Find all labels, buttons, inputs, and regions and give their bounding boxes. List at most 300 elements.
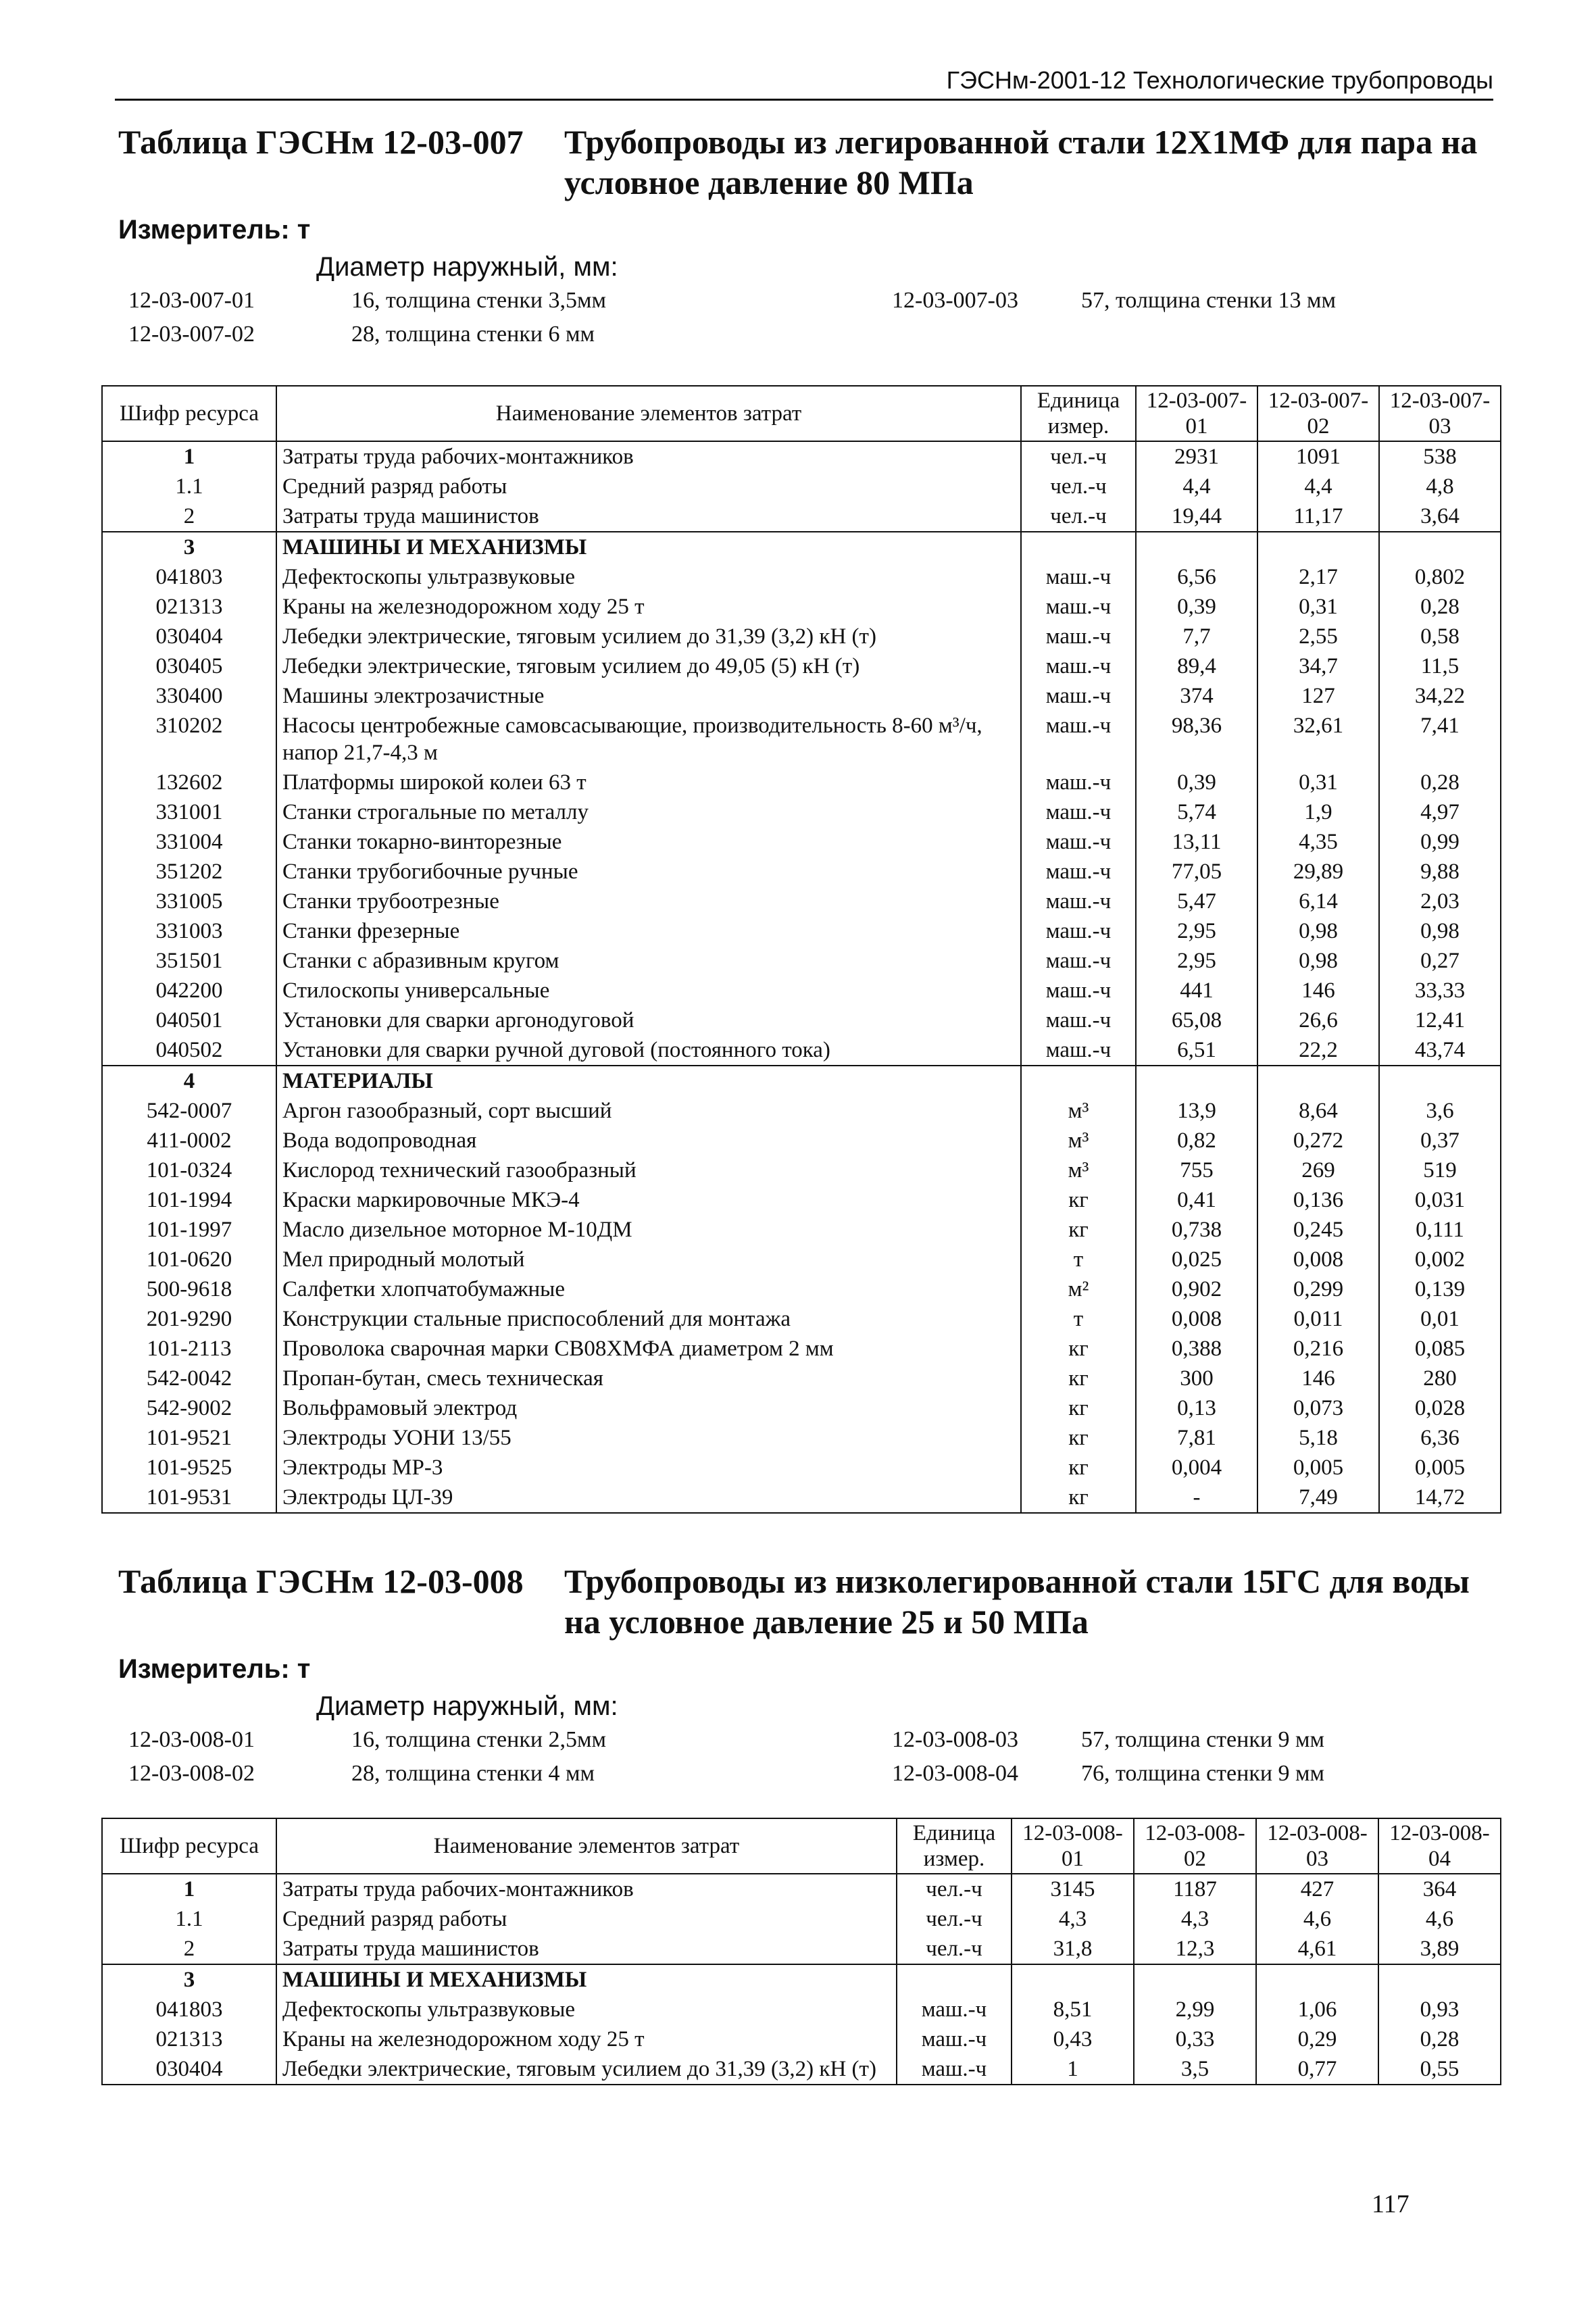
cell-unit: кг [1021,1364,1136,1393]
table-row [102,1904,1501,1934]
cell-value: 0,005 [1379,1453,1501,1483]
cell-name: Установки для сварки ручной дуговой (постоянного тока) [276,1035,1021,1066]
cell-unit [897,1964,1012,1995]
cell-code: 500-9618 [102,1274,276,1304]
cell-unit: маш.-ч [1021,887,1136,916]
cell-value: 12,3 [1134,1934,1256,1964]
cell-value: 0,111 [1379,1215,1501,1245]
cell-unit: чел.-ч [1021,501,1136,532]
cell-unit: маш.-ч [1021,827,1136,857]
column-header-value: 12-03-008-01 [1012,1818,1134,1874]
cell-value: 5,47 [1136,887,1257,916]
cell-code: 132602 [102,768,276,797]
cell-value: 5,18 [1257,1423,1379,1453]
cell-unit: маш.-ч [897,1995,1012,2024]
cell-value: 12,41 [1379,1005,1501,1035]
cell-code: 411-0002 [102,1126,276,1155]
cell-value: 0,98 [1257,946,1379,976]
cell-value: 127 [1257,681,1379,711]
table-row [102,827,1501,857]
cell-value: 0,388 [1136,1334,1257,1364]
cost-table-12-03-007 [101,385,1501,1514]
cell-unit: маш.-ч [897,2024,1012,2054]
cell-name: Станки фрезерные [276,916,1021,946]
cell-value: 0,41 [1136,1185,1257,1215]
measure-unit: Измеритель: т [118,215,311,245]
cell-value: 7,7 [1136,622,1257,651]
cell-unit: маш.-ч [1021,562,1136,592]
cell-value [1256,1964,1378,1995]
cell-value: 0,39 [1136,592,1257,622]
cell-value: 6,36 [1379,1423,1501,1453]
cell-value: 0,008 [1136,1304,1257,1334]
cell-value: 4,4 [1136,472,1257,501]
cell-name: Масло дизельное моторное М-10ДМ [276,1215,1021,1245]
table-row [102,1245,1501,1274]
cell-value: 4,35 [1257,827,1379,857]
cell-name: Дефектоскопы ультразвуковые [276,1995,897,2024]
cell-name: Пропан-бутан, смесь техническая [276,1364,1021,1393]
table-row [102,887,1501,916]
cell-code: 310202 [102,711,276,768]
cell-name: Вольфрамовый электрод [276,1393,1021,1423]
cell-name: Краны на железнодорожном ходу 25 т [276,592,1021,622]
cell-code: 3 [102,532,276,562]
cell-value: 5,74 [1136,797,1257,827]
cell-name: Стилоскопы универсальные [276,976,1021,1005]
table-row [102,1126,1501,1155]
cell-name: Станки токарно-винторезные [276,827,1021,857]
cell-value: 0,002 [1379,1245,1501,1274]
cell-value: 0,902 [1136,1274,1257,1304]
column-header-code: Шифр ресурса [102,1818,276,1874]
cell-unit [1021,1066,1136,1096]
cell-unit: м³ [1021,1096,1136,1126]
cell-code: 1 [102,1874,276,1904]
cell-value: 0,27 [1379,946,1501,976]
cell-value: 0,802 [1379,562,1501,592]
table-row [102,1304,1501,1334]
cell-unit: чел.-ч [897,1934,1012,1964]
cell-value: 0,028 [1379,1393,1501,1423]
cell-value: 89,4 [1136,651,1257,681]
diameter-text: 57, толщина стенки 9 мм [1081,1727,1325,1752]
table-row [102,1423,1501,1453]
cell-value: 441 [1136,976,1257,1005]
diameter-list [101,1723,1507,1791]
cell-value [1012,1964,1134,1995]
cell-value: 43,74 [1379,1035,1501,1066]
cell-code: 331005 [102,887,276,916]
cell-value: 11,5 [1379,651,1501,681]
cell-unit: маш.-ч [1021,592,1136,622]
cell-value: 6,51 [1136,1035,1257,1066]
cell-unit: кг [1021,1423,1136,1453]
cell-value: 0,139 [1379,1274,1501,1304]
cell-value: 4,6 [1256,1904,1378,1934]
cell-code: 331003 [102,916,276,946]
cell-name: Электроды ЦЛ-39 [276,1483,1021,1513]
table-row [102,532,1501,562]
table-row [102,1215,1501,1245]
cell-value: 0,82 [1136,1126,1257,1155]
cell-unit: маш.-ч [1021,797,1136,827]
table-title: Трубопроводы из низколегированной стали 15ГС для воды на условное давление 25 и 50 МПа [564,1562,1470,1641]
cell-value: 2,17 [1257,562,1379,592]
cell-value: 98,36 [1136,711,1257,768]
cell-value: 2,95 [1136,946,1257,976]
cell-value: 3,6 [1379,1096,1501,1126]
cell-name: Аргон газообразный, сорт высший [276,1096,1021,1126]
cell-unit: м³ [1021,1126,1136,1155]
table-row [102,1096,1501,1126]
column-header-name: Наименование элементов затрат [276,386,1021,441]
cell-value: 0,28 [1379,592,1501,622]
cell-value: 13,11 [1136,827,1257,857]
cell-value: 146 [1257,976,1379,1005]
cell-value: 32,61 [1257,711,1379,768]
cell-code: 030405 [102,651,276,681]
diameter-text: 28, толщина стенки 6 мм [351,322,595,347]
cell-value: 4,97 [1379,797,1501,827]
cell-code: 3 [102,1964,276,1995]
diameter-text: 28, толщина стенки 4 мм [351,1761,595,1786]
table-row [102,1185,1501,1215]
cell-value: 0,77 [1256,2054,1378,2085]
cell-code: 041803 [102,562,276,592]
cell-value: 0,98 [1257,916,1379,946]
cell-unit: маш.-ч [1021,711,1136,768]
cell-name: Мел природный молотый [276,1245,1021,1274]
cell-value: 364 [1378,1874,1501,1904]
cell-value: 4,6 [1378,1904,1501,1934]
cell-unit: маш.-ч [1021,916,1136,946]
diameter-text [1081,318,1487,351]
cell-name: Дефектоскопы ультразвуковые [276,562,1021,592]
cell-name: Краски маркировочные МКЭ-4 [276,1185,1021,1215]
cell-value: 4,3 [1134,1904,1256,1934]
cell-value: 0,98 [1379,916,1501,946]
cell-code: 542-0042 [102,1364,276,1393]
cell-value: 0,299 [1257,1274,1379,1304]
cell-code: 330400 [102,681,276,711]
cell-code: 101-1994 [102,1185,276,1215]
cell-code: 331001 [102,797,276,827]
table-row [102,1964,1501,1995]
cell-value: 3,64 [1379,501,1501,532]
cell-value: 0,29 [1256,2024,1378,2054]
column-header-name: Наименование элементов затрат [276,1818,897,1874]
column-header-value: 12-03-007-02 [1257,386,1379,441]
cell-code: 351501 [102,946,276,976]
diameter-code: 12-03-008-04 [892,1761,1018,1786]
cell-name: Насосы центробежные самовсасывающие, производительность 8-60 м³/ч, напор 21,7-4,3 м [276,711,1021,768]
cell-code: 040502 [102,1035,276,1066]
cell-name: МАШИНЫ И МЕХАНИЗМЫ [276,532,1021,562]
table-row [102,1274,1501,1304]
cell-value: 0,28 [1379,768,1501,797]
column-header-value: 12-03-007-01 [1136,386,1257,441]
cell-unit: кг [1021,1483,1136,1513]
cell-code: 331004 [102,827,276,857]
cell-value: 0,39 [1136,768,1257,797]
cell-name: Затраты труда машинистов [276,501,1021,532]
cell-value [1257,532,1379,562]
cell-value [1378,1964,1501,1995]
table-code: Таблица ГЭСНм 12-03-007 [118,123,524,161]
column-header-value: 12-03-008-02 [1134,1818,1256,1874]
table-row [102,1453,1501,1483]
cell-name: Установки для сварки аргонодуговой [276,1005,1021,1035]
cell-name: Станки трубогибочные ручные [276,857,1021,887]
cell-value: 755 [1136,1155,1257,1185]
cell-value: 6,14 [1257,887,1379,916]
cell-value: 4,3 [1012,1904,1134,1934]
cell-value: 77,05 [1136,857,1257,887]
cell-value: 1,9 [1257,797,1379,827]
cell-value: 4,8 [1379,472,1501,501]
cell-code: 1.1 [102,1904,276,1934]
cell-value: 2931 [1136,441,1257,472]
cell-name: Средний разряд работы [276,1904,897,1934]
diameter-text: 16, толщина стенки 3,5мм [351,288,607,313]
column-header-value: 12-03-008-03 [1256,1818,1378,1874]
cell-value: 2,99 [1134,1995,1256,2024]
cell-code: 030404 [102,2054,276,2085]
cell-name: Проволока сварочная марки СВ08ХМФА диаметром 2 мм [276,1334,1021,1364]
cell-code: 4 [102,1066,276,1096]
cell-code: 040501 [102,1005,276,1035]
cell-value: - [1136,1483,1257,1513]
cell-code: 101-9525 [102,1453,276,1483]
cell-value: 0,073 [1257,1393,1379,1423]
cell-value: 31,8 [1012,1934,1134,1964]
cell-value: 6,56 [1136,562,1257,592]
cell-value: 22,2 [1257,1035,1379,1066]
table-row [102,441,1501,472]
cell-value: 1091 [1257,441,1379,472]
table-row [102,1393,1501,1423]
cell-value: 9,88 [1379,857,1501,887]
column-header-unit: Единица измер. [1021,386,1136,441]
measure-unit: Измеритель: т [118,1654,311,1684]
cell-code: 101-1997 [102,1215,276,1245]
cell-value: 519 [1379,1155,1501,1185]
cell-unit: маш.-ч [897,2054,1012,2085]
cell-code: 1.1 [102,472,276,501]
table-code: Таблица ГЭСНм 12-03-008 [118,1562,524,1600]
cell-name: Платформы широкой колеи 63 т [276,768,1021,797]
cell-value: 8,51 [1012,1995,1134,2024]
cell-code: 101-0324 [102,1155,276,1185]
cell-value: 0,245 [1257,1215,1379,1245]
cell-value: 33,33 [1379,976,1501,1005]
cell-name: Лебедки электрические, тяговым усилием до 31,39 (3,2) кН (т) [276,2054,897,2085]
table-row [102,1066,1501,1096]
table-row [102,1035,1501,1066]
cell-value: 0,37 [1379,1126,1501,1155]
diameter-code: 12-03-008-03 [892,1727,1018,1752]
cell-value: 0,136 [1257,1185,1379,1215]
cell-unit: кг [1021,1393,1136,1423]
cell-value [1379,1066,1501,1096]
cell-value: 538 [1379,441,1501,472]
cell-name: Кислород технический газообразный [276,1155,1021,1185]
cell-unit: маш.-ч [1021,681,1136,711]
cell-value: 0,31 [1257,592,1379,622]
table-row [102,472,1501,501]
cell-name: Электроды МР-3 [276,1453,1021,1483]
page-number: 117 [1372,2190,1410,2218]
cell-unit: кг [1021,1334,1136,1364]
cell-name: Станки строгальные по металлу [276,797,1021,827]
table-header-row [102,1818,1501,1874]
diameter-list [101,284,1507,351]
table-header-row [102,386,1501,441]
table-row [102,651,1501,681]
cell-name: Лебедки электрические, тяговым усилием до 31,39 (3,2) кН (т) [276,622,1021,651]
table-section-12-03-007 [101,122,1507,351]
cell-value: 34,7 [1257,651,1379,681]
table-row [102,976,1501,1005]
cell-value: 0,004 [1136,1453,1257,1483]
cell-value: 19,44 [1136,501,1257,532]
cell-name: Лебедки электрические, тяговым усилием до 49,05 (5) кН (т) [276,651,1021,681]
cell-unit [1021,532,1136,562]
cell-name: МАШИНЫ И МЕХАНИЗМЫ [276,1964,897,1995]
cell-value: 2,03 [1379,887,1501,916]
cell-code: 1 [102,441,276,472]
cell-value: 26,6 [1257,1005,1379,1035]
cell-unit: кг [1021,1185,1136,1215]
table-row [102,1934,1501,1964]
cell-value: 0,99 [1379,827,1501,857]
cell-code: 041803 [102,1995,276,2024]
table-row [102,592,1501,622]
cell-unit: чел.-ч [897,1904,1012,1934]
cell-value: 427 [1256,1874,1378,1904]
table-row [102,946,1501,976]
cell-value: 1 [1012,2054,1134,2085]
cell-code: 021313 [102,2024,276,2054]
cell-code: 101-9531 [102,1483,276,1513]
cell-unit: маш.-ч [1021,946,1136,976]
cell-unit: маш.-ч [1021,1035,1136,1066]
cell-code: 042200 [102,976,276,1005]
cell-name: Электроды УОНИ 13/55 [276,1423,1021,1453]
table-section-12-03-008 [101,1561,1507,1791]
cell-value: 65,08 [1136,1005,1257,1035]
cell-unit: т [1021,1245,1136,1274]
cell-value: 0,58 [1379,622,1501,651]
diameter-text: 16, толщина стенки 2,5мм [351,1727,607,1752]
cell-value [1379,532,1501,562]
cell-value: 13,9 [1136,1096,1257,1126]
page-header: ГЭСНм-2001-12 Технологические трубопроводы [115,66,1493,101]
table-row [102,857,1501,887]
cell-value: 1,06 [1256,1995,1378,2024]
cell-unit: кг [1021,1215,1136,1245]
cell-value: 0,085 [1379,1334,1501,1364]
cell-value: 0,008 [1257,1245,1379,1274]
diameter-text: 76, толщина стенки 9 мм [1081,1761,1325,1786]
cell-unit: маш.-ч [1021,622,1136,651]
table-title-row [101,122,1507,203]
cell-unit: чел.-ч [1021,441,1136,472]
cell-name: Вода водопроводная [276,1126,1021,1155]
table-row [102,2054,1501,2085]
cell-name: Конструкции стальные приспособлений для монтажа [276,1304,1021,1334]
cell-value: 300 [1136,1364,1257,1393]
cell-value: 0,55 [1378,2054,1501,2085]
table-title: Трубопроводы из легированной стали 12Х1МФ для пара на условное давление 80 МПа [564,123,1478,201]
cell-value: 14,72 [1379,1483,1501,1513]
cell-value: 146 [1257,1364,1379,1393]
table-row [102,768,1501,797]
table-row [102,797,1501,827]
column-header-unit: Единица измер. [897,1818,1012,1874]
column-header-value: 12-03-008-04 [1378,1818,1501,1874]
cell-unit: чел.-ч [1021,472,1136,501]
cell-value: 0,272 [1257,1126,1379,1155]
cell-unit: чел.-ч [897,1874,1012,1904]
cell-value: 0,01 [1379,1304,1501,1334]
cell-value: 2,55 [1257,622,1379,651]
cell-value: 0,738 [1136,1215,1257,1245]
cell-value: 3,5 [1134,2054,1256,2085]
cell-code: 542-9002 [102,1393,276,1423]
cell-value: 0,33 [1134,2024,1256,2054]
cell-value [1134,1964,1256,1995]
cell-unit: м³ [1021,1155,1136,1185]
cell-value: 4,4 [1257,472,1379,501]
table-row [102,501,1501,532]
cell-value: 29,89 [1257,857,1379,887]
diameter-text: 57, толщина стенки 13 мм [1081,288,1337,313]
cell-name: Краны на железнодорожном ходу 25 т [276,2024,897,2054]
cell-value: 7,41 [1379,711,1501,768]
table-row [102,2024,1501,2054]
cell-value: 3145 [1012,1874,1134,1904]
diameter-code: 12-03-007-02 [128,322,255,347]
cell-value: 7,49 [1257,1483,1379,1513]
diameter-code: 12-03-008-02 [128,1761,255,1786]
cell-value: 0,005 [1257,1453,1379,1483]
cell-unit: маш.-ч [1021,768,1136,797]
cell-name: Средний разряд работы [276,472,1021,501]
cell-name: Станки с абразивным кругом [276,946,1021,976]
cell-code: 030404 [102,622,276,651]
cell-code: 2 [102,501,276,532]
cell-code: 021313 [102,592,276,622]
cell-value: 0,43 [1012,2024,1134,2054]
cell-unit: маш.-ч [1021,1005,1136,1035]
diameter-heading: Диаметр наружный, мм: [316,252,618,282]
table-row [102,562,1501,592]
table-row [102,1995,1501,2024]
diameter-code [892,318,1081,351]
table-row [102,1483,1501,1513]
cell-value: 0,031 [1379,1185,1501,1215]
cell-name: Затраты труда машинистов [276,1934,897,1964]
cell-value: 2,95 [1136,916,1257,946]
table-row [102,916,1501,946]
cell-unit: маш.-ч [1021,857,1136,887]
cell-value: 0,13 [1136,1393,1257,1423]
cell-value: 0,011 [1257,1304,1379,1334]
cell-unit: кг [1021,1453,1136,1483]
cell-value: 280 [1379,1364,1501,1393]
